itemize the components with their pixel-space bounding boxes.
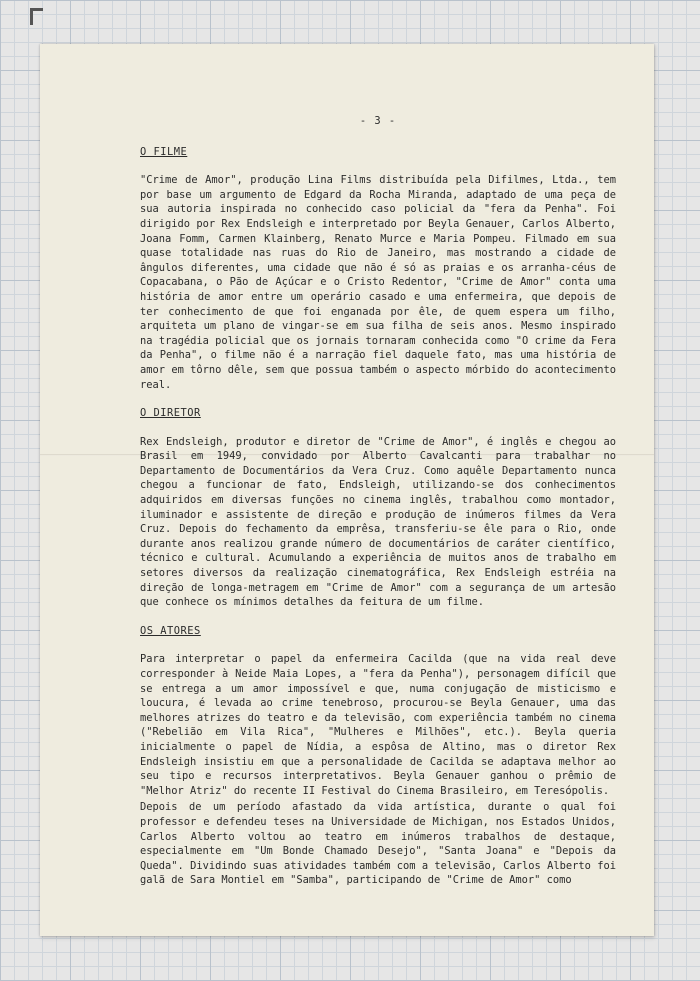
section-paragraph: Depois de um período afastado da vida artística, durante o qual foi professor e defendeu teses na Universidade de Michigan, nos Estados Unidos, Carlos Alberto voltou ao teatro em inúmeros trabalhos de destaque, especialmente em "Um Bonde Chamado Desejo", "Santa Joana" e "Depois da Queda". Dividindo suas atividades também com a televisão, Carlos Alberto foi galã de Sara Montiel em "Samba", participando de "Crime de Amor" como bbox=[140, 801, 616, 887]
section-paragraph: "Crime de Amor", produção Lina Films distribuída pela Difilmes, Ltda., tem por base um argumento de Edgard da Rocha Miranda, adaptado de uma peça de sua autoria inspirada no conhecido caso policial da "fera da Penha". Foi dirigido por Rex Endsleigh e interpretado por Beyla Genauer, Carlos Alberto, Joana Fomm, Carmen Klainberg, Renato Murce e Maria Pompeu. Filmado em sua quase totalidade nas ruas do Rio de Janeiro, mas mostrando a cidade de ângulos diferentes, uma cidade que não é só as praias e os arranha-céus de Copacabana, o Pão de Açúcar e o Cristo Redentor, "Crime de Amor" conta uma história de amor entre um operário casado e uma enfermeira, que depois de ter conhecimento de que foi enganada por êle, de quem espera um filho, arquiteta um plano de vingar-se em sua filha de seis anos. Mesmo inspirado na tragédia policial que os jornais tornaram conhecida como "O crime da Fera da Penha", o filme não é a narração fiel daquele fato, mas uma história de amor em tôrno dêle, sem que possua também o aspecto mórbido do acontecimento real. bbox=[140, 174, 616, 391]
section-heading: O FILME bbox=[140, 145, 188, 158]
section-heading: OS ATORES bbox=[140, 624, 201, 637]
section-o-filme bbox=[140, 145, 616, 393]
corner-mark bbox=[30, 8, 43, 25]
section-paragraph: Rex Endsleigh, produtor e diretor de "Crime de Amor", é inglês e chegou ao Brasil em 1949, convidado por Alberto Cavalcanti para trabalhar no Departamento de Documentários da Vera Cruz. Como aquêle Departamento nunca chegou a funcionar de fato, Endsleigh, utilizando-se dos conhecimentos adquiridos em diversas funções no cinema inglês, trabalhou como montador, iluminador e assistente de direção e produção de inúmeros filmes da Vera Cruz. Depois do fechamento da emprêsa, transferiu-se êle para o Rio, onde durante anos realizou grande número de documentários de caráter científico, técnico e cultural. Acumulando a experiência de muitos anos de trabalho em setores diversos da realização cinematográfica, Rex Endsleigh estréia na direção de longa-metragem em "Crime de Amor" com a segurança de um artesão que conhece os mínimos detalhes da feitura de um filme. bbox=[140, 435, 616, 609]
document-page bbox=[40, 44, 654, 936]
section-paragraph: Para interpretar o papel da enfermeira Cacilda (que na vida real deve corresponder à Neide Maia Lopes, a "fera da Penha"), personagem difícil que se entrega a um amor impossível e que, numa conjugação de misticismo e loucura, é levada ao crime tenebroso, procurou-se Beyla Genauer, uma das melhores atrizes do teatro e da televisão, com experiência também no cinema ("Rebelião em Vila Rica", "Mulheres e Milhões", etc.). Beyla queria inicialmente o papel de Nídia, a espôsa de Altino, mas o diretor Rex Endsleigh insistiu em que a personalidade de Cacilda se adaptava melhor ao seu tipo e recursos interpretativos. Beyla Genauer ganhou o prêmio de "Melhor Atriz" do recente II Festival do Cinema Brasileiro, em Teresópolis. bbox=[140, 653, 616, 797]
section-o-diretor bbox=[140, 406, 616, 610]
section-os-atores bbox=[140, 624, 616, 888]
page-content bbox=[140, 114, 616, 888]
page-number: - 3 - bbox=[359, 115, 397, 127]
section-heading: O DIRETOR bbox=[140, 407, 201, 420]
